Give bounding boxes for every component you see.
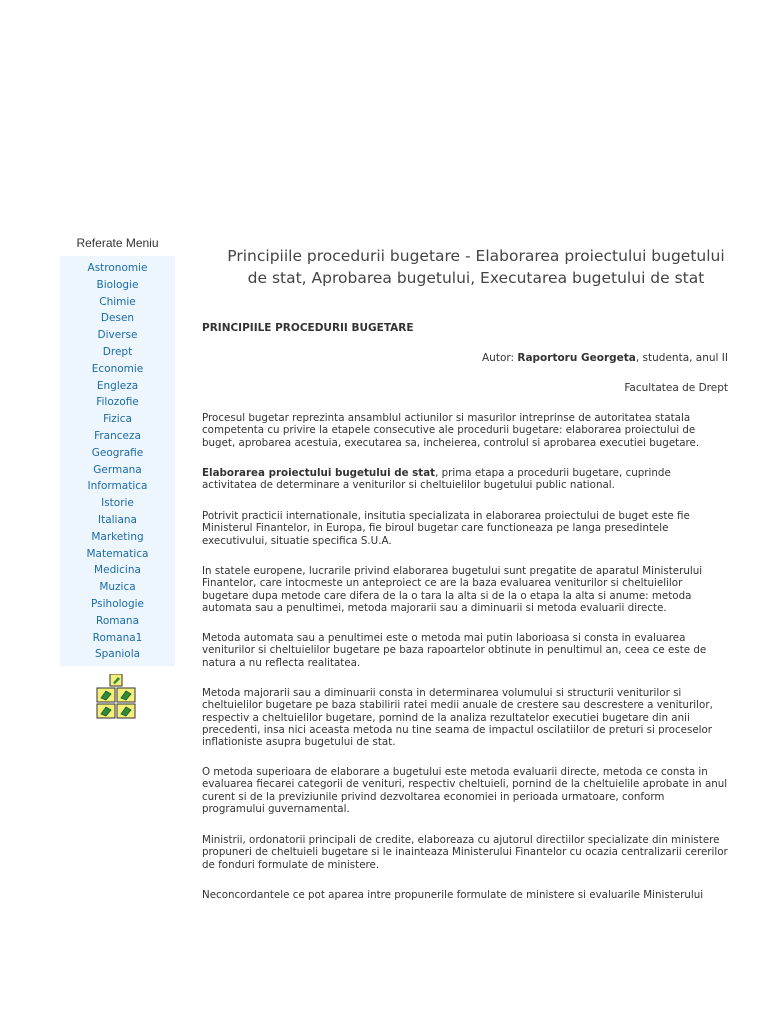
paragraph-9: Neconcordantele ce pot aparea intre propunerile formulate de ministere si evaluarile Ministerului <box>202 889 704 901</box>
menu-item-marketing[interactable]: Marketing <box>91 530 144 543</box>
menu-item-fizica[interactable]: Fizica <box>103 413 132 426</box>
paragraph-7: O metoda superioara de elaborare a bugetului este metoda evaluarii directe, metoda ce consta in evaluarea fiecarei categorii de venituri, respectiv cheltuieli, pornind de la cheltuielile aprobate in anul curent si de la previziunile privind dezvoltarea economiei in perioada urmatoare, conform programului guvernamental. <box>202 766 728 815</box>
menu-title: Referate Meniu <box>76 236 159 250</box>
paragraph-4: In statele europene, lucrarile privind elaborarea bugetului sunt pregatite de aparatul Ministerului Finantelor, care intocmeste un anteproiect ce are la baza evaluarea veniturilor si cheltuielilor bugetare dupa metode care difera de la o tara la alta si de la o etapa la alta si anume: metoda automata sau a penultimei, metoda majorarii sau a diminuarii si metoda evaluarii directe. <box>202 565 703 614</box>
paragraph-2-rest: , prima etapa a procedurii bugetare, cuprinde activitatea de determinare a veniturilor si cheltuielilor bugetului public national. <box>202 467 671 492</box>
paragraph-5: Metoda automata sau a penultimei este o metoda mai putin laborioasa si consta in evaluarea veniturilor si cheltuielilor bugetare pe baza rapoartelor obtinute in penultimul an, ceea ce este de natura a nu reflecta realitatea. <box>202 632 707 669</box>
menu-item-economie[interactable]: Economie <box>91 362 144 375</box>
paragraph-3: Potrivit practicii internationale, insitutia specializata in elaborarea proiectului de buget este fie Ministerul Finantelor, in Europa, fie biroul bugetar care functioneaza pe langa presedintele executivului, situatie specifica S.U.A. <box>202 510 690 547</box>
menu-item-geografie[interactable]: Geografie <box>91 446 144 459</box>
menu-list <box>60 256 175 666</box>
menu-item-romana[interactable]: Romana <box>96 614 139 627</box>
menu-item-psihologie[interactable]: Psihologie <box>91 597 144 610</box>
menu-item-drept[interactable]: Drept <box>102 345 133 358</box>
author-line <box>482 352 728 364</box>
paragraph-6: Metoda majorarii sau a diminuarii consta in determinarea volumului si structurii veniturilor si cheltuielilor bugetare pe baza stabilirii ratei medii anuale de crestere sau descrestere a veniturilor, respectiv a cheltuielilor bugetare, pornind de la analiza rezultatelor executiei bugetare din anii precedenti, insa nici aceasta metoda nu tine seama de impactul oscilatiilor de preturi si proceselor inflationiste asupra bugetului de stat. <box>202 687 713 749</box>
menu-item-diverse[interactable]: Diverse <box>97 329 138 342</box>
menu-item-filozofie[interactable]: Filozofie <box>96 396 139 409</box>
menu-item-medicina[interactable]: Medicina <box>94 564 141 577</box>
menu-item-desen[interactable]: Desen <box>100 312 135 325</box>
menu-item-franceza[interactable]: Franceza <box>94 429 141 442</box>
menu-item-istorie[interactable]: Istorie <box>101 497 134 510</box>
paragraph-2 <box>202 467 728 492</box>
menu-item-engleza[interactable]: Engleza <box>96 379 139 392</box>
sidebar-menu <box>60 236 175 666</box>
menu-item-matematica[interactable]: Matematica <box>86 547 149 560</box>
author-suffix: , studenta, anul II <box>635 352 728 364</box>
menu-item-informatica[interactable]: Informatica <box>87 480 148 493</box>
menu-item-muzica[interactable]: Muzica <box>99 581 136 594</box>
menu-item-spaniola[interactable]: Spaniola <box>94 648 141 661</box>
puzzle-pieces-icon[interactable] <box>96 674 138 720</box>
menu-item-germana[interactable]: Germana <box>93 463 142 476</box>
author-prefix: Autor: <box>481 352 518 364</box>
faculty-line: Facultatea de Drept <box>624 382 728 394</box>
paragraph-2-bold: Elaborarea proiectului bugetului de stat <box>202 467 436 479</box>
menu-item-romana1[interactable]: Romana1 <box>92 631 143 644</box>
menu-item-biologie[interactable]: Biologie <box>96 278 139 291</box>
menu-item-chimie[interactable]: Chimie <box>99 295 136 308</box>
article-content <box>202 246 728 901</box>
menu-item-astronomie[interactable]: Astronomie <box>87 262 148 274</box>
paragraph-8: Ministrii, ordonatorii principali de credite, elaboreaza cu ajutorul directiilor specializate din ministere propuneri de cheltuieli bugetare si le inainteaza Ministerului Finantelor cu ocazia centralizarii cererilor de fonduri formulate de ministere. <box>202 834 728 871</box>
paragraph-1: Procesul bugetar reprezinta ansamblul actiunilor si masurilor intreprinse de autoritatea statala competenta cu privire la etapele consecutive ale procedurii bugetare: elaborarea proiectului de buget, aprobarea acestuia, executarea sa, incheierea, controlul si aprobarea executiei bugetare. <box>202 412 700 449</box>
section-heading: PRINCIPIILE PROCEDURII BUGETARE <box>202 322 414 334</box>
author-name: Raportoru Georgeta <box>517 352 636 364</box>
menu-item-italiana[interactable]: Italiana <box>97 513 137 526</box>
article-title: Principiile procedurii bugetare - Elaborarea proiectului bugetului de stat, Aprobarea bugetului, Executarea bugetului de stat <box>227 247 725 287</box>
